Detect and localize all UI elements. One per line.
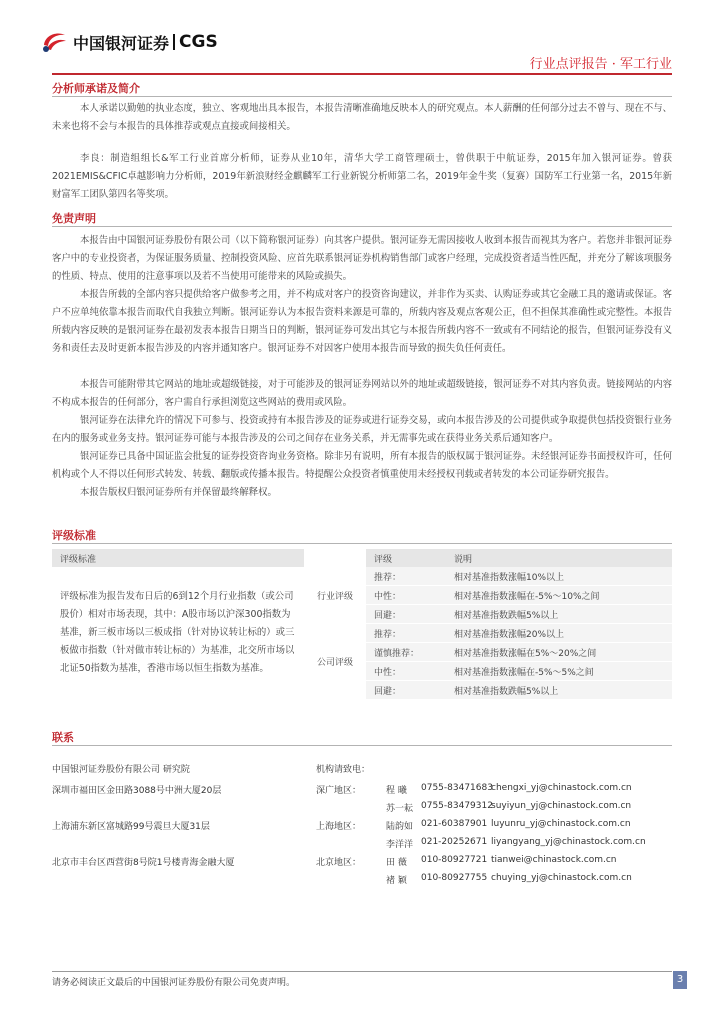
contact-phone: 010-80927721 — [421, 855, 488, 865]
disclaimer-para-6: 本报告版权归银河证券所有并保留最终解释权。 — [80, 487, 277, 498]
desc-cell: 相对基准指数涨幅在-5%～5%之间 — [446, 662, 672, 681]
disclaimer-para-4: 银河证券在法律允许的情况下可参与、投资或持有本报告涉及的证券或进行证券交易，或向本报告涉及的公司提供或争取提供包括投资银行业务在内的服务或业务支持。银河证券可能与本报告涉及的公司之间存在业务关系，并无需事先或在获得业务关系后通知客户。 — [52, 415, 672, 444]
section-divider — [52, 226, 672, 227]
header-divider — [52, 73, 672, 75]
section-title-analyst: 分析师承诺及简介 — [52, 82, 140, 95]
analyst-pledge: 本人承诺以勤勉的执业态度，独立、客观地出具本报告，本报告清晰准确地反映本人的研究观点。本人薪酬的任何部分过去不曾与、现在不与、未来也将不会与本报告的具体推荐或观点直接或间接相关。 — [52, 103, 672, 132]
office-address: 上海浦东新区富城路99号震旦大厦31层 — [52, 822, 210, 832]
galaxy-logo-icon — [41, 31, 67, 53]
industry-rating-label: 行业评级 — [304, 567, 366, 624]
logo-separator — [173, 34, 175, 50]
section-divider — [52, 543, 672, 544]
desc-cell: 相对基准指数跌幅5%以上 — [446, 681, 672, 700]
office-address: 北京市丰台区西营街8号院1号楼青海金融大厦 — [52, 858, 235, 868]
logo-text-en: CGS — [179, 32, 218, 52]
disclaimer-para-2: 本报告所载的全部内容只提供给客户做参考之用，并不构成对客户的投资咨询建议，并非作为买卖、认购证券或其它金融工具的邀请或保证。客户不应单纯依靠本报告而取代自我独立判断。银河证券认为本报告资料来源是可靠的，所载内容及观点客观公正，但不担保其准确性或完整性。本报告所载内容反映的是银河证券在最初发表本报告日期当日的判断，银河证券可发出其它与本报告所载内容不一致或有不同结论的报告，但银河证券没有义务和责任去及时更新本报告涉及的内容并通知客户。银河证券不对因客户使用本报告而导致的损失负任何责任。 — [52, 289, 672, 354]
rating-table — [52, 549, 672, 700]
desc-cell: 相对基准指数跌幅5%以上 — [446, 605, 672, 624]
contact-phone: 021-20252671 — [421, 837, 488, 847]
contact-name: 程 曦 — [386, 786, 407, 796]
section-divider — [52, 96, 672, 97]
desc-cell: 相对基准指数涨幅10%以上 — [446, 567, 672, 586]
office-region: 深广地区： — [316, 786, 362, 796]
analyst-bio: 李良：制造组组长&军工行业首席分析师，证券从业10年，清华大学工商管理硕士，曾供职于中航证券，2015年加入银河证券。曾获2021EMIS&CFIC卓越影响力分析师，2019年新浪财经金麒麟军工行业新锐分析师第二名，2019年金牛奖（复赛）国防军工行业第一名，2015年新财富军工团队第四名等奖项。 — [52, 153, 672, 200]
grade-cell: 中性： — [366, 586, 446, 605]
rating-explanation: 评级标准为报告发布日后的6到12个月行业指数（或公司股价）相对市场表现，其中：A股市场以沪深300指数为基准，新三板市场以三板成指（针对协议转让标的）或三板做市指数（针对做市转让标的）为基准，北交所市场以北证50指数为基准，香港市场以恒生指数为基准。 — [52, 567, 304, 700]
grade-cell: 谨慎推荐： — [366, 643, 446, 662]
desc-cell: 相对基准指数涨幅20%以上 — [446, 624, 672, 643]
contact-phone: 0755-83479312 — [421, 801, 493, 811]
desc-cell: 相对基准指数涨幅在5%～20%之间 — [446, 643, 672, 662]
contact-email[interactable]: liyangyang_yj@chinastock.com.cn — [491, 837, 646, 847]
logo-text-cn: 中国银河证券 — [73, 33, 170, 53]
contact-email[interactable]: chengxi_yj@chinastock.com.cn — [491, 783, 632, 793]
contact-name: 褚 颖 — [386, 876, 407, 886]
office-region: 北京地区： — [316, 858, 362, 868]
contact-phone: 021-60387901 — [421, 819, 488, 829]
report-type: 行业点评报告 · 军工行业 — [529, 57, 672, 72]
company-logo — [41, 30, 218, 54]
office-address: 深圳市福田区金田路3088号中洲大厦20层 — [52, 786, 222, 796]
disclaimer-para-1: 本报告由中国银河证券股份有限公司（以下简称银河证券）向其客户提供。银河证券无需因接收人收到本报告而视其为客户。若您并非银河证券客户中的专业投资者，为保证服务质量、控制投资风险、应首先联系银河证券机构销售部门或客户经理，完成投资者适当性匹配，并充分了解该项服务的性质、特点、使用的注意事项以及若不当使用可能带来的风险或损失。 — [52, 235, 672, 282]
company-rating-label: 公司评级 — [304, 624, 366, 700]
sales-label: 机构请致电： — [316, 765, 371, 775]
footer-divider — [52, 971, 672, 972]
section-title-contact: 联系 — [52, 731, 74, 744]
contact-email[interactable]: suyiyun_yj@chinastock.com.cn — [491, 801, 632, 811]
grade-cell: 推荐： — [366, 624, 446, 643]
contact-name: 田 薇 — [386, 858, 407, 868]
contact-email[interactable]: luyunru_yj@chinastock.com.cn — [491, 819, 631, 829]
desc-cell: 相对基准指数涨幅在-5%～10%之间 — [446, 586, 672, 605]
grade-cell: 中性： — [366, 662, 446, 681]
disclaimer-para-5: 银河证券已具备中国证监会批复的证券投资咨询业务资格。除非另有说明，所有本报告的版权属于银河证券。未经银河证券书面授权许可，任何机构或个人不得以任何形式转发、转载、翻版或传播本报告。特提醒公众投资者慎重使用未经授权刊载或者转发的本公司证券研究报告。 — [52, 451, 672, 480]
header-desc: 说明 — [446, 549, 672, 567]
page-number: 3 — [673, 971, 687, 989]
footer-note: 请务必阅读正文最后的中国银河证券股份有限公司免责声明。 — [52, 978, 296, 988]
section-title-rating: 评级标准 — [52, 529, 96, 542]
contact-email[interactable]: chuying_yj@chinastock.com.cn — [491, 873, 632, 883]
section-title-disclaimer: 免责声明 — [52, 212, 96, 225]
research-institute: 中国银河证券股份有限公司 研究院 — [52, 765, 190, 775]
contact-email[interactable]: tianwei@chinastock.com.cn — [491, 855, 617, 865]
office-region: 上海地区： — [316, 822, 362, 832]
disclaimer-para-3: 本报告可能附带其它网站的地址或超级链接，对于可能涉及的银河证券网站以外的地址或超级链接，银河证券不对其内容负责。链接网站的内容不构成本报告的任何部分，客户需自行承担浏览这些网站的费用或风险。 — [52, 379, 672, 408]
header-grade: 评级 — [366, 549, 446, 567]
section-divider — [52, 745, 672, 746]
grade-cell: 回避： — [366, 681, 446, 700]
contact-name: 苏一耘 — [386, 804, 414, 814]
contact-name: 陆韵如 — [386, 822, 414, 832]
contact-phone: 0755-83471683 — [421, 783, 493, 793]
grade-cell: 回避： — [366, 605, 446, 624]
contact-phone: 010-80927755 — [421, 873, 488, 883]
rating-table-header — [52, 549, 672, 567]
grade-cell: 推荐： — [366, 567, 446, 586]
contact-name: 李洋洋 — [386, 840, 414, 850]
header-standard: 评级标准 — [52, 549, 304, 567]
table-row — [52, 567, 672, 586]
